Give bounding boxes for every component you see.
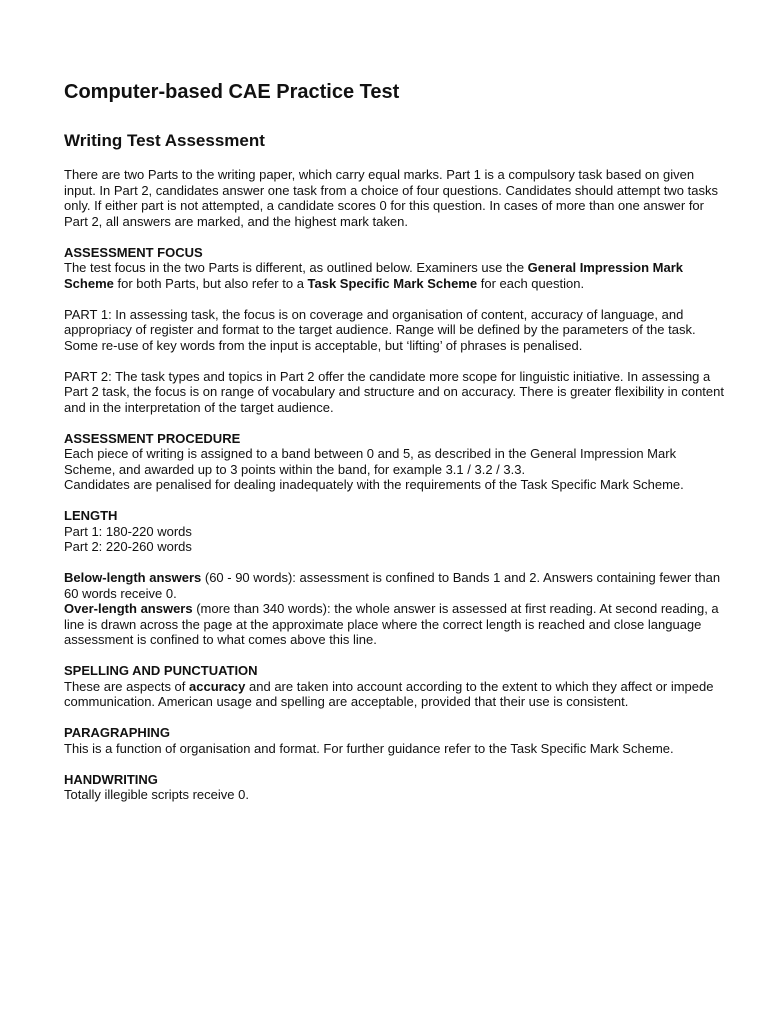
below-length-term: Below-length answers: [64, 570, 202, 585]
page-subtitle: Writing Test Assessment: [64, 131, 265, 150]
spelling-section: [64, 663, 724, 710]
assessment-procedure-text-2: Candidates are penalised for dealing inadequately with the requirements of the Task Specific Mark Scheme.: [64, 477, 684, 492]
spelling-text-2: and are taken into account according to the extent to which they affect or impede communication. American usage and spelling are acceptable, provided that their use is consistent.: [64, 678, 714, 709]
accuracy-term: accuracy: [189, 678, 246, 694]
length-part2: Part 2: 220-260 words: [64, 539, 192, 554]
spelling-heading: SPELLING AND PUNCTUATION: [64, 663, 258, 678]
assessment-focus-text-2: for both Parts, but also refer to a: [113, 275, 308, 291]
handwriting-section: [64, 772, 724, 803]
length-part1: Part 1: 180-220 words: [64, 523, 192, 539]
assessment-procedure-heading: ASSESSMENT PROCEDURE: [64, 430, 241, 446]
over-length-term: Over-length answers: [64, 601, 193, 616]
over-length-rule: [64, 601, 724, 648]
paragraphing-section: [64, 725, 724, 756]
assessment-focus-section: [64, 245, 724, 292]
over-length-text: (more than 340 words): the whole answer is assessed at first reading. At second reading, a line is drawn across the page at the approximate place where the correct length is reached and close language assessment is confined to what comes above this line.: [64, 601, 719, 647]
document-page: [64, 79, 724, 818]
handwriting-heading: HANDWRITING: [64, 771, 158, 787]
part1-paragraph: PART 1: In assessing task, the focus is on coverage and organisation of content, accuracy of language, and appropriacy of register and format to the target audience. Range will be defined by the parameters of the task. Some re-use of key words from the input is acceptable, but ‘lifting’ of phrases is penalised.: [64, 306, 696, 353]
length-heading: LENGTH: [64, 508, 118, 523]
assessment-focus-text-3: for each question.: [477, 275, 585, 291]
general-impression-term: General Impression Mark Scheme: [64, 260, 684, 291]
assessment-procedure-text-1: Each piece of writing is assigned to a band between 0 and 5, as described in the General Impression Mark Scheme, and awarded up to 3 points within the band, for example 3.1 / 3.2 / 3.3.: [64, 446, 677, 477]
assessment-procedure-section: [64, 431, 724, 493]
intro-paragraph: There are two Parts to the writing paper, which carry equal marks. Part 1 is a compulsory task based on given input. In Part 2, candidates answer one task from a choice of four questions. Candidates should attempt two tasks only. If either part is not attempted, a candidate scores 0 for this question. In cases of more than one answer for Part 2, all answers are marked, and the highest mark taken.: [64, 167, 718, 229]
paragraphing-heading: PARAGRAPHING: [64, 725, 170, 740]
below-length-rule: [64, 570, 724, 601]
spelling-text-1: These are aspects of: [64, 678, 190, 694]
length-rules-section: [64, 570, 724, 648]
page-title: Computer-based CAE Practice Test: [64, 81, 400, 103]
below-length-text: (60 - 90 words): assessment is confined to Bands 1 and 2. Answers containing fewer than 60 words receive 0.: [64, 570, 721, 601]
paragraphing-text: This is a function of organisation and format. For further guidance refer to the Task Specific Mark Scheme.: [64, 740, 674, 756]
assessment-focus-heading: ASSESSMENT FOCUS: [64, 244, 203, 260]
task-specific-term: Task Specific Mark Scheme: [307, 275, 478, 291]
assessment-focus-text-1: The test focus in the two Parts is different, as outlined below. Examiners use the: [64, 260, 528, 275]
length-section: [64, 508, 724, 555]
part2-paragraph: PART 2: The task types and topics in Part 2 offer the candidate more scope for linguistic initiative. In assessing a Part 2 task, the focus is on range of vocabulary and structure and on accuracy. There is greater flexibility in content and in the interpretation of the target audience.: [64, 368, 724, 415]
handwriting-text: Totally illegible scripts receive 0.: [64, 787, 249, 802]
